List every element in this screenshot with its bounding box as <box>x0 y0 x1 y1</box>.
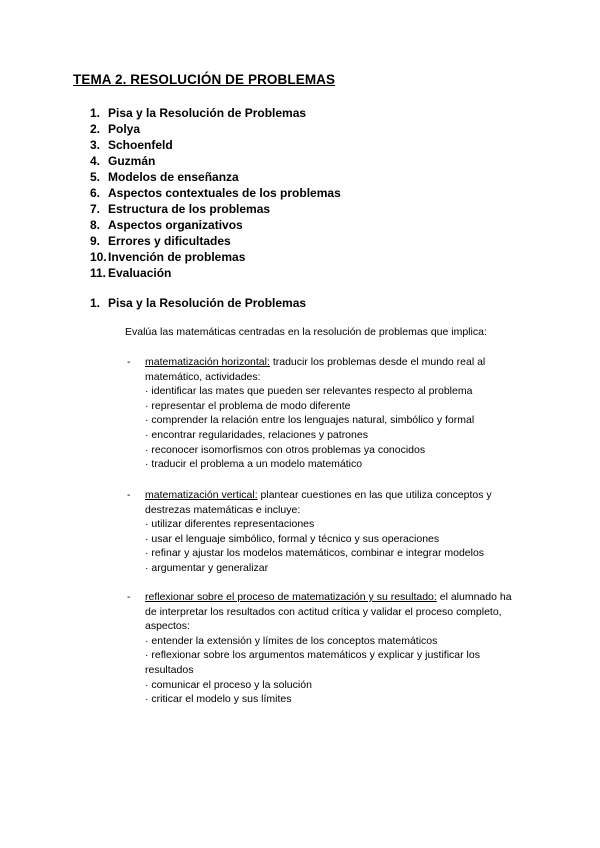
bullet-text: el alumnado ha de interpretar los resultados con actitud crítica y validar el proceso completo, aspectos: <box>145 591 512 633</box>
page-title: TEMA 2. RESOLUCIÓN DE PROBLEMAS <box>73 72 336 87</box>
bullet-text: plantear cuestiones en las que utiliza conceptos y destrezas matemáticas e incluye: <box>145 489 492 516</box>
toc-label: Evaluación <box>108 266 172 280</box>
toc-item <box>90 185 341 201</box>
toc-number: 7. <box>90 202 101 216</box>
sub-item: · encontrar regularidades, relaciones y patrones <box>145 428 368 441</box>
sub-item: · refinar y ajustar los modelos matemáticos, combinar e integrar modelos <box>145 547 485 560</box>
bullet-body <box>145 590 525 707</box>
table-of-contents <box>90 105 341 281</box>
toc-label: Errores y dificultades <box>108 234 231 248</box>
bullet-dash: - <box>127 356 131 368</box>
section-number: 1. <box>90 296 101 310</box>
sub-item: · criticar el modelo y sus límites <box>145 693 292 706</box>
sub-item: · identificar las mates que pueden ser relevantes respecto al problema <box>145 385 473 398</box>
toc-label: Invención de problemas <box>108 250 246 264</box>
toc-item <box>90 153 341 169</box>
section-title: Pisa y la Resolución de Problemas <box>108 296 307 310</box>
sub-item: · utilizar diferentes representaciones <box>145 518 315 531</box>
sub-item: · traducir el problema a un modelo matemático <box>145 458 363 471</box>
toc-label: Guzmán <box>108 154 156 168</box>
bullet-lead: reflexionar sobre el proceso de matematización y su resultado: <box>145 591 437 603</box>
sub-item: · comunicar el proceso y la solución <box>145 678 312 691</box>
toc-number: 1. <box>90 106 101 120</box>
bullet-dash: - <box>127 489 131 501</box>
toc-number: 8. <box>90 218 101 232</box>
toc-label: Modelos de enseñanza <box>108 170 239 184</box>
toc-item <box>90 121 341 137</box>
sub-item: · argumentar y generalizar <box>145 561 269 574</box>
section-intro: Evalúa las matemáticas centradas en la resolución de problemas que implica: <box>125 326 487 338</box>
toc-label: Estructura de los problemas <box>108 202 271 216</box>
sub-item: · representar el problema de modo diferente <box>145 399 351 412</box>
toc-number: 6. <box>90 186 101 200</box>
toc-item <box>90 249 341 265</box>
bullet-dash: - <box>127 591 131 603</box>
sub-item: · entender la extensión y límites de los conceptos matemáticos <box>145 634 438 647</box>
toc-number: 5. <box>90 170 101 184</box>
section-heading <box>90 295 306 311</box>
toc-label: Polya <box>108 122 141 136</box>
toc-number: 4. <box>90 154 101 168</box>
bullet-lead: matematización horizontal: <box>145 356 270 368</box>
toc-number: 3. <box>90 138 101 152</box>
toc-number: 2. <box>90 122 101 136</box>
toc-item <box>90 137 341 153</box>
toc-item <box>90 233 341 249</box>
toc-item <box>90 265 341 281</box>
bullet-body <box>145 488 525 576</box>
sub-item: · usar el lenguaje simbólico, formal y técnico y sus operaciones <box>145 532 440 545</box>
toc-number: 11. <box>90 266 107 280</box>
toc-item <box>90 201 341 217</box>
toc-item <box>90 105 341 121</box>
sub-item: · reflexionar sobre los argumentos matemáticos y explicar y justificar los resultados <box>145 649 480 676</box>
toc-label: Aspectos organizativos <box>108 218 243 232</box>
toc-number: 10. <box>90 250 107 264</box>
toc-label: Schoenfeld <box>108 138 173 152</box>
toc-number: 9. <box>90 234 101 248</box>
bullet-lead: matematización vertical: <box>145 489 258 501</box>
bullet-text: traducir los problemas desde el mundo real al matemático, actividades: <box>145 356 486 383</box>
toc-item <box>90 169 341 185</box>
toc-item <box>90 217 341 233</box>
sub-item: · comprender la relación entre los lenguajes natural, simbólico y formal <box>145 414 475 427</box>
bullet-body <box>145 355 525 472</box>
toc-label: Pisa y la Resolución de Problemas <box>108 106 307 120</box>
sub-item: · reconocer isomorfismos con otros problemas ya conocidos <box>145 443 426 456</box>
toc-label: Aspectos contextuales de los problemas <box>108 186 341 200</box>
